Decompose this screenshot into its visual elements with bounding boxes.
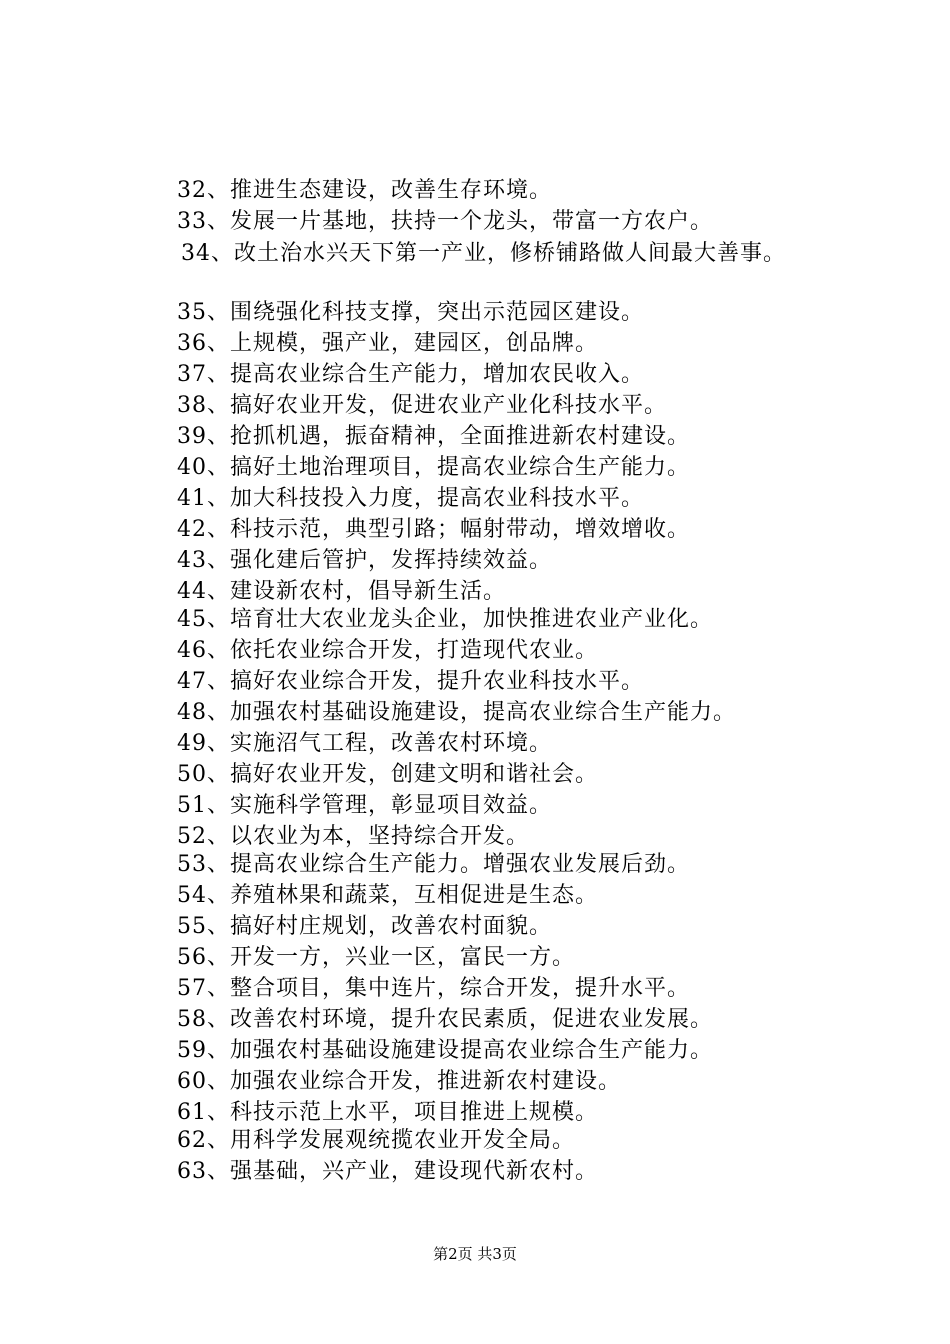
list-item: 49、实施沼气工程，改善农村环境。 <box>177 731 552 756</box>
list-item: 35、围绕强化科技支撑，突出示范园区建设。 <box>177 300 644 325</box>
list-item: 46、依托农业综合开发，打造现代农业。 <box>177 638 598 663</box>
list-item: 32、推进生态建设，改善生存环境。 <box>177 178 552 203</box>
list-item: 36、上规模，强产业，建园区，创品牌。 <box>177 331 598 356</box>
list-item: 55、搞好村庄规划，改善农村面貌。 <box>177 914 552 939</box>
list-item: 62、用科学发展观统揽农业开发全局。 <box>177 1128 575 1153</box>
list-item: 57、整合项目，集中连片，综合开发，提升水平。 <box>177 976 690 1001</box>
list-item: 41、加大科技投入力度，提高农业科技水平。 <box>177 486 644 511</box>
list-item: 42、科技示范，典型引路；幅射带动，增效增收。 <box>177 517 690 542</box>
list-item: 58、改善农村环境，提升农民素质，促进农业发展。 <box>177 1007 713 1032</box>
page-footer: 第2页 共3页 <box>433 1245 517 1263</box>
list-item: 45、培育壮大农业龙头企业，加快推进农业产业化。 <box>177 607 713 632</box>
list-item: 37、提高农业综合生产能力，增加农民收入。 <box>177 362 644 387</box>
list-item: 52、以农业为本，坚持综合开发。 <box>177 824 529 849</box>
list-item: 44、建设新农村，倡导新生活。 <box>177 579 506 604</box>
list-item: 53、提高农业综合生产能力。增强农业发展后劲。 <box>177 852 690 877</box>
list-item: 47、搞好农业综合开发，提升农业科技水平。 <box>177 669 644 694</box>
list-item: 61、科技示范上水平，项目推进上规模。 <box>177 1100 598 1125</box>
list-item: 34、改土治水兴天下第一产业，修桥铺路做人间最大善事。 <box>181 241 786 266</box>
list-item: 39、抢抓机遇，振奋精神，全面推进新农村建设。 <box>177 424 690 449</box>
list-item: 33、发展一片基地，扶持一个龙头，带富一方农户。 <box>177 209 713 234</box>
list-item: 63、强基础，兴产业，建设现代新农村。 <box>177 1159 598 1184</box>
list-item: 60、加强农业综合开发，推进新农村建设。 <box>177 1069 621 1094</box>
list-item: 51、实施科学管理，彰显项目效益。 <box>177 793 552 818</box>
list-item: 54、养殖林果和蔬菜，互相促进是生态。 <box>177 883 598 908</box>
list-item: 56、开发一方，兴业一区，富民一方。 <box>177 945 575 970</box>
list-item: 40、搞好土地治理项目，提高农业综合生产能力。 <box>177 455 690 480</box>
list-item: 59、加强农村基础设施建设提高农业综合生产能力。 <box>177 1038 713 1063</box>
list-item: 50、搞好农业开发，创建文明和谐社会。 <box>177 762 598 787</box>
list-item: 43、强化建后管护，发挥持续效益。 <box>177 548 552 573</box>
list-item: 48、加强农村基础设施建设，提高农业综合生产能力。 <box>177 700 736 725</box>
list-item: 38、搞好农业开发，促进农业产业化科技水平。 <box>177 393 667 418</box>
